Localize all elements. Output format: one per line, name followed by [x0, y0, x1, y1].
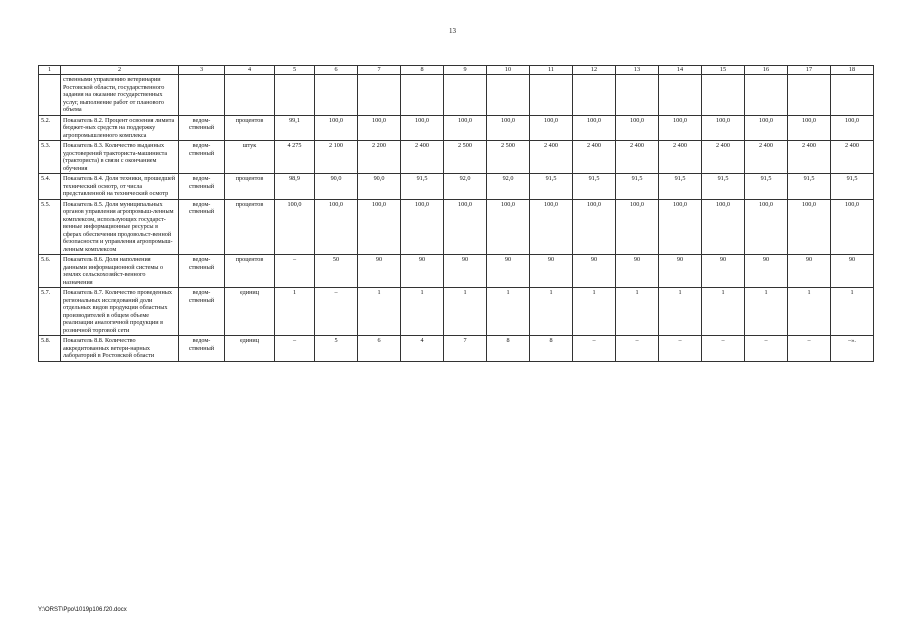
row-number: [39, 75, 61, 116]
footer-file-path: Y:\ORST\Ppo\1019p106.f20.docx: [38, 607, 127, 613]
unit-of-measure: единиц: [225, 288, 275, 336]
value-cell: 2 400: [831, 141, 874, 174]
value-cell: 100,0: [530, 199, 573, 255]
value-cell: 98,9: [275, 174, 315, 200]
value-cell: 2 400: [659, 141, 702, 174]
value-cell: 91,5: [788, 174, 831, 200]
value-cell: –: [702, 336, 745, 362]
value-cell: 90: [530, 255, 573, 288]
value-cell: [616, 75, 659, 116]
value-cell: 100,0: [745, 199, 788, 255]
value-cell: 100,0: [831, 199, 874, 255]
value-cell: [487, 75, 530, 116]
value-cell: 100,0: [530, 115, 573, 141]
column-header: 2: [61, 66, 179, 75]
value-cell: 100,0: [573, 199, 616, 255]
value-cell: 2 400: [616, 141, 659, 174]
value-cell: –: [573, 336, 616, 362]
indicator-type: ведом-ственный: [179, 199, 225, 255]
value-cell: [788, 75, 831, 116]
value-cell: 8: [487, 336, 530, 362]
value-cell: 100,0: [275, 199, 315, 255]
value-cell: 100,0: [616, 115, 659, 141]
value-cell: 2 400: [702, 141, 745, 174]
indicator-type: [179, 75, 225, 116]
value-cell: 8: [530, 336, 573, 362]
value-cell: 1: [530, 288, 573, 336]
value-cell: 90: [831, 255, 874, 288]
value-cell: 100,0: [659, 115, 702, 141]
value-cell: [315, 75, 358, 116]
table-row: [39, 288, 874, 336]
value-cell: 100,0: [745, 115, 788, 141]
table-row: [39, 115, 874, 141]
value-cell: 100,0: [788, 199, 831, 255]
row-number: 5.2.: [39, 115, 61, 141]
value-cell: 100,0: [573, 115, 616, 141]
row-number: 5.4.: [39, 174, 61, 200]
value-cell: 100,0: [315, 115, 358, 141]
value-cell: 100,0: [616, 199, 659, 255]
value-cell: 90: [487, 255, 530, 288]
unit-of-measure: процентов: [225, 255, 275, 288]
indicator-name: Показатель 8.2. Процент освоения лимита бюджет-ных средств на поддержку агропромышленного комплекса: [61, 115, 179, 141]
value-cell: 2 500: [487, 141, 530, 174]
indicator-name: Показатель 8.8. Количество аккредитованных ветери-нарных лабораторий в Ростовской области: [61, 336, 179, 362]
unit-of-measure: процентов: [225, 199, 275, 255]
value-cell: 91,5: [702, 174, 745, 200]
unit-of-measure: единиц: [225, 336, 275, 362]
indicators-table: [38, 65, 874, 362]
unit-of-measure: процентов: [225, 174, 275, 200]
value-cell: 90,0: [358, 174, 401, 200]
value-cell: 91,5: [401, 174, 444, 200]
table-row: [39, 174, 874, 200]
column-header: 12: [573, 66, 616, 75]
indicator-name: Показатель 8.4. Доля техники, прошедшей технический осмотр, от числа представленной на технический осмотр: [61, 174, 179, 200]
value-cell: 91,5: [745, 174, 788, 200]
value-cell: 100,0: [788, 115, 831, 141]
value-cell: 90: [444, 255, 487, 288]
value-cell: 90: [358, 255, 401, 288]
indicator-name: ственными управлению ветеринарии Ростовской области, государственного задания на оказание государственных услуг, выполнение работ от планового объема: [61, 75, 179, 116]
value-cell: [573, 75, 616, 116]
value-cell: 90: [788, 255, 831, 288]
value-cell: 100,0: [702, 115, 745, 141]
column-header: 18: [831, 66, 874, 75]
value-cell: 1: [573, 288, 616, 336]
value-cell: –: [275, 336, 315, 362]
value-cell: 2 500: [444, 141, 487, 174]
value-cell: 100,0: [444, 199, 487, 255]
table-row: [39, 75, 874, 116]
value-cell: 1: [831, 288, 874, 336]
value-cell: 100,0: [487, 199, 530, 255]
value-cell: 1: [275, 288, 315, 336]
column-header: 11: [530, 66, 573, 75]
value-cell: 2 200: [358, 141, 401, 174]
value-cell: 7: [444, 336, 487, 362]
table-row: [39, 141, 874, 174]
row-number: 5.7.: [39, 288, 61, 336]
value-cell: 91,5: [616, 174, 659, 200]
value-cell: [659, 75, 702, 116]
value-cell: 90: [702, 255, 745, 288]
value-cell: 5: [315, 336, 358, 362]
value-cell: 91,5: [530, 174, 573, 200]
value-cell: 100,0: [659, 199, 702, 255]
value-cell: 2 100: [315, 141, 358, 174]
value-cell: –: [659, 336, 702, 362]
value-cell: 100,0: [401, 199, 444, 255]
table-row: [39, 199, 874, 255]
value-cell: 2 400: [530, 141, 573, 174]
column-header: 4: [225, 66, 275, 75]
value-cell: 1: [444, 288, 487, 336]
value-cell: –: [315, 288, 358, 336]
value-cell: [444, 75, 487, 116]
indicator-name: Показатель 8.7. Количество проведенных региональных исследований доли отдельных видов продукции областных производителей в общем объеме реализации аналогичной продукции в розничной торговой сети: [61, 288, 179, 336]
column-header: 7: [358, 66, 401, 75]
value-cell: 1: [358, 288, 401, 336]
value-cell: [358, 75, 401, 116]
indicator-name: Показатель 8.6. Доля наполнения данными информационной системы о землях сельскохозяйст-венного назначения: [61, 255, 179, 288]
value-cell: 4: [401, 336, 444, 362]
value-cell: [401, 75, 444, 116]
value-cell: 100,0: [401, 115, 444, 141]
column-header: 1: [39, 66, 61, 75]
value-cell: 91,5: [831, 174, 874, 200]
value-cell: 1: [745, 288, 788, 336]
value-cell: –: [616, 336, 659, 362]
indicator-type: ведом-ственный: [179, 174, 225, 200]
value-cell: 2 400: [788, 141, 831, 174]
value-cell: 100,0: [702, 199, 745, 255]
column-header: 8: [401, 66, 444, 75]
header-row: [39, 66, 874, 75]
indicator-type: ведом-ственный: [179, 115, 225, 141]
value-cell: [702, 75, 745, 116]
row-number: 5.6.: [39, 255, 61, 288]
value-cell: 1: [487, 288, 530, 336]
value-cell: 90: [573, 255, 616, 288]
value-cell: 1: [788, 288, 831, 336]
unit-of-measure: [225, 75, 275, 116]
column-header: 9: [444, 66, 487, 75]
value-cell: 100,0: [358, 115, 401, 141]
column-header: 6: [315, 66, 358, 75]
indicator-name: Показатель 8.3. Количество выданных удостоверений тракториста-машиниста (тракториста) в связи с окончанием обучения: [61, 141, 179, 174]
value-cell: 2 400: [401, 141, 444, 174]
value-cell: 1: [659, 288, 702, 336]
value-cell: 4 275: [275, 141, 315, 174]
indicator-type: ведом-ственный: [179, 141, 225, 174]
value-cell: 91,5: [573, 174, 616, 200]
row-number: 5.5.: [39, 199, 61, 255]
value-cell: 91,5: [659, 174, 702, 200]
value-cell: 92,0: [487, 174, 530, 200]
value-cell: –: [745, 336, 788, 362]
value-cell: 90: [659, 255, 702, 288]
column-header: 17: [788, 66, 831, 75]
value-cell: [745, 75, 788, 116]
value-cell: –».: [831, 336, 874, 362]
value-cell: 100,0: [315, 199, 358, 255]
indicator-type: ведом-ственный: [179, 288, 225, 336]
value-cell: 2 400: [573, 141, 616, 174]
unit-of-measure: процентов: [225, 115, 275, 141]
value-cell: 2 400: [745, 141, 788, 174]
value-cell: 92,0: [444, 174, 487, 200]
value-cell: –: [788, 336, 831, 362]
unit-of-measure: штук: [225, 141, 275, 174]
column-header: 13: [616, 66, 659, 75]
indicator-name: Показатель 8.5. Доля муниципальных органов управления агропромыш-ленным комплексом, использующих государст-венные информационные ресурсы в сферах обеспечения продовольст-венной безопасности и управления агропромыш-ленным комплексом: [61, 199, 179, 255]
column-header: 10: [487, 66, 530, 75]
value-cell: [831, 75, 874, 116]
column-header: 3: [179, 66, 225, 75]
value-cell: 50: [315, 255, 358, 288]
row-number: 5.3.: [39, 141, 61, 174]
table-row: [39, 255, 874, 288]
value-cell: –: [275, 255, 315, 288]
value-cell: 90,0: [315, 174, 358, 200]
page-number: 13: [449, 27, 456, 35]
value-cell: 1: [702, 288, 745, 336]
value-cell: 90: [616, 255, 659, 288]
value-cell: 1: [616, 288, 659, 336]
row-number: 5.8.: [39, 336, 61, 362]
value-cell: [530, 75, 573, 116]
value-cell: 90: [745, 255, 788, 288]
value-cell: [275, 75, 315, 116]
value-cell: 100,0: [358, 199, 401, 255]
indicator-type: ведом-ственный: [179, 336, 225, 362]
column-header: 16: [745, 66, 788, 75]
table-row: [39, 336, 874, 362]
value-cell: 100,0: [831, 115, 874, 141]
value-cell: 1: [401, 288, 444, 336]
value-cell: 90: [401, 255, 444, 288]
column-header: 5: [275, 66, 315, 75]
value-cell: 100,0: [444, 115, 487, 141]
column-header: 14: [659, 66, 702, 75]
column-header: 15: [702, 66, 745, 75]
value-cell: 6: [358, 336, 401, 362]
value-cell: 100,0: [487, 115, 530, 141]
value-cell: 99,1: [275, 115, 315, 141]
indicator-type: ведом-ственный: [179, 255, 225, 288]
table-body: [39, 75, 874, 362]
